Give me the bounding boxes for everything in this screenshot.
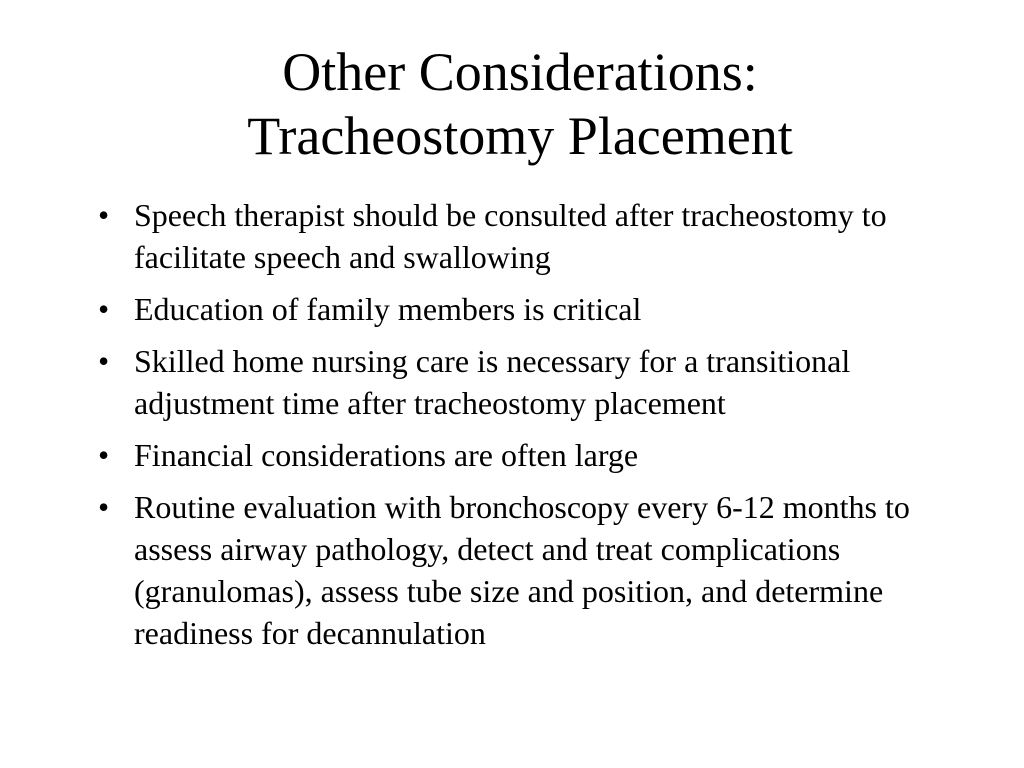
bullet-list [98, 194, 978, 664]
bullet-icon: • [98, 291, 110, 327]
bullet-item [98, 434, 978, 476]
bullet-item [98, 288, 978, 330]
bullet-text: Skilled home nursing care is necessary for a transitional adjustment time after tracheostomy placement [134, 343, 851, 421]
slide-title-line-1: Other Considerations: [282, 42, 758, 102]
bullet-text: Routine evaluation with bronchoscopy every 6-12 months to assess airway pathology, detect and treat complications (granulomas), assess tube size and position, and determine readiness for decannulation [134, 489, 910, 651]
slide-title-line-2: Tracheostomy Placement [247, 106, 793, 166]
bullet-item [98, 194, 978, 278]
slide-title [40, 40, 1000, 168]
bullet-icon: • [98, 343, 110, 379]
bullet-text: Education of family members is critical [134, 291, 642, 327]
bullet-icon: • [98, 197, 110, 233]
bullet-text: Speech therapist should be consulted after tracheostomy to facilitate speech and swallowing [134, 197, 887, 275]
bullet-icon: • [98, 489, 110, 525]
bullet-text: Financial considerations are often large [134, 437, 639, 473]
bullet-item [98, 340, 978, 424]
bullet-icon: • [98, 437, 110, 473]
bullet-item [98, 486, 978, 654]
